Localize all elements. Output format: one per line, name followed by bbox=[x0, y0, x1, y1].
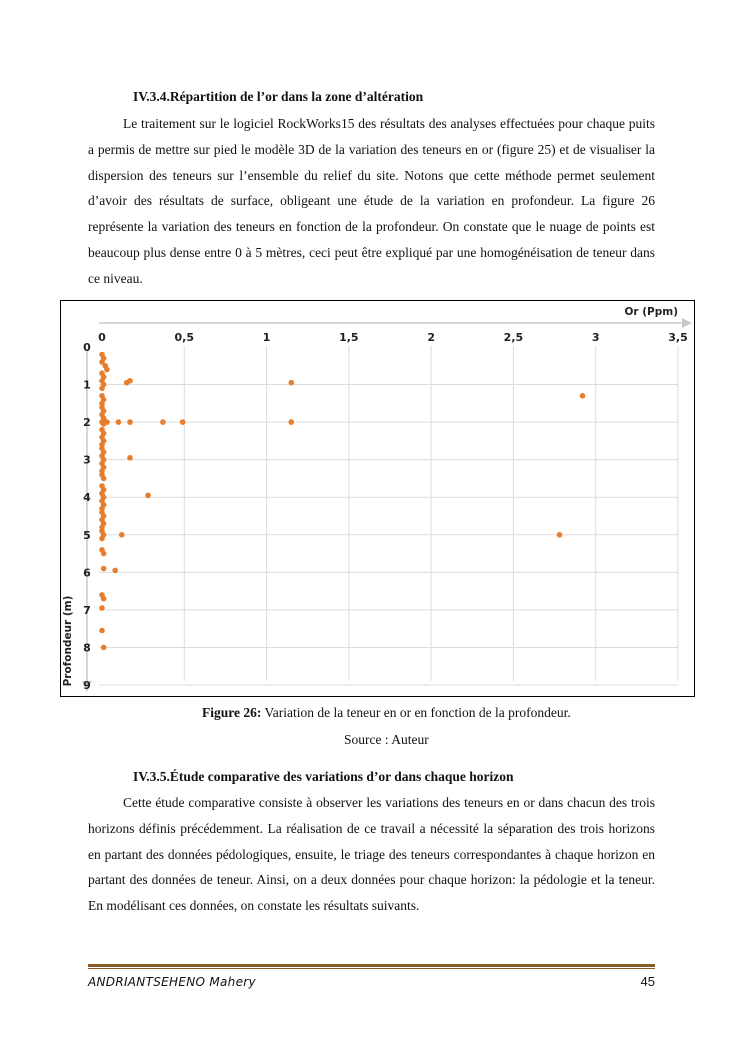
footer-author: ANDRIANTSEHENO Mahery bbox=[88, 975, 256, 989]
x-tick-label: 3,5 bbox=[668, 331, 688, 344]
footer-divider bbox=[88, 964, 655, 967]
data-point bbox=[101, 645, 107, 651]
figure-caption-label: Figure 26: bbox=[202, 705, 262, 720]
x-axis-arrow-icon bbox=[682, 318, 692, 328]
x-tick-label: 0,5 bbox=[174, 331, 195, 344]
data-point bbox=[99, 536, 105, 542]
data-point bbox=[99, 386, 105, 392]
x-tick-label: 2 bbox=[427, 331, 435, 344]
data-point bbox=[101, 551, 107, 557]
y-tick-label: 9 bbox=[83, 679, 91, 692]
data-point bbox=[101, 596, 107, 602]
footer-divider-thin bbox=[88, 968, 655, 969]
y-tick-label: 6 bbox=[83, 566, 91, 580]
paragraph-horizon-comparison bbox=[88, 790, 655, 919]
y-axis-title: Profondeur (m) bbox=[62, 595, 74, 687]
data-point bbox=[104, 419, 110, 425]
data-point bbox=[557, 532, 563, 538]
y-tick-label: 5 bbox=[83, 528, 91, 542]
section-heading-gold-distribution: IV.3.4.Répartition de l’or dans la zone d’altération bbox=[133, 89, 424, 104]
data-point bbox=[99, 628, 105, 634]
paragraph-horizon-comparison-text: Cette étude comparative consiste à observer les variations des teneurs en or dans chacun des trois horizons définis précédemment. La réalisation de ce travail a nécessité la séparation des trois horizons en partant des données pédologiques, ensuite, le triage des teneurs correspondantes à chaque horizon en partant des données de teneur. Ainsi, on a deux données pour chaque horizon: la pédologie et la teneur. En modélisant ces données, on constate les résultats suivants. bbox=[88, 795, 655, 914]
data-point bbox=[580, 393, 586, 399]
x-tick-label: 1,5 bbox=[339, 331, 359, 344]
data-point bbox=[104, 367, 110, 373]
x-tick-label: 2,5 bbox=[503, 331, 524, 344]
data-point bbox=[180, 419, 186, 425]
y-tick-label: 2 bbox=[83, 416, 91, 430]
data-point bbox=[127, 455, 133, 461]
y-tick-label: 3 bbox=[83, 453, 91, 467]
y-tick-label: 0 bbox=[83, 341, 91, 354]
page-number: 45 bbox=[640, 974, 655, 989]
data-point bbox=[127, 419, 133, 425]
figure-caption bbox=[202, 705, 571, 721]
data-point bbox=[288, 380, 294, 386]
figure-caption-text: Variation de la teneur en or en fonction de la profondeur. bbox=[261, 705, 571, 720]
data-point bbox=[99, 605, 105, 611]
data-point bbox=[101, 566, 107, 572]
paragraph-gold-distribution-text: Le traitement sur le logiciel RockWorks15 des résultats des analyses effectuées pour chaque puits a permis de mettre sur pied le modèle 3D de la variation des teneurs en or (figure 25) et de visualiser la dispersion des teneurs sur l’ensemble du relief du site. Notons que cette méthode permet seulement d’avoir des résultats de surface, obligeant une étude de la variation en profondeur. La figure 26 représente la variation des teneurs en fonction de la profondeur. On constate que le nuage de points est beaucoup plus dense entre 0 à 5 mètres, ceci peut être expliqué par une homogénéisation de teneur dans ce niveau. bbox=[88, 116, 655, 286]
data-point bbox=[288, 419, 294, 425]
data-point bbox=[119, 532, 125, 538]
y-tick-label: 8 bbox=[83, 641, 91, 655]
y-tick-label: 7 bbox=[83, 603, 91, 617]
x-tick-label: 3 bbox=[591, 331, 600, 344]
data-point bbox=[112, 568, 118, 574]
x-tick-label: 0 bbox=[98, 331, 106, 344]
data-point bbox=[127, 378, 133, 384]
figure-26-chart-frame bbox=[60, 300, 695, 697]
data-point bbox=[116, 419, 122, 425]
data-point bbox=[101, 476, 107, 482]
y-tick-label: 1 bbox=[83, 378, 91, 392]
y-tick-label: 4 bbox=[83, 491, 91, 505]
data-point bbox=[160, 419, 166, 425]
section-heading-horizon-comparison: IV.3.5.Étude comparative des variations d’or dans chaque horizon bbox=[133, 769, 514, 784]
data-point bbox=[145, 493, 151, 499]
depth-vs-gold-scatter-chart bbox=[61, 301, 696, 698]
x-tick-label: 1 bbox=[262, 331, 271, 344]
figure-source: Source : Auteur bbox=[344, 732, 429, 747]
paragraph-gold-distribution bbox=[88, 111, 655, 292]
x-axis-title: Or (Ppm) bbox=[624, 306, 678, 318]
